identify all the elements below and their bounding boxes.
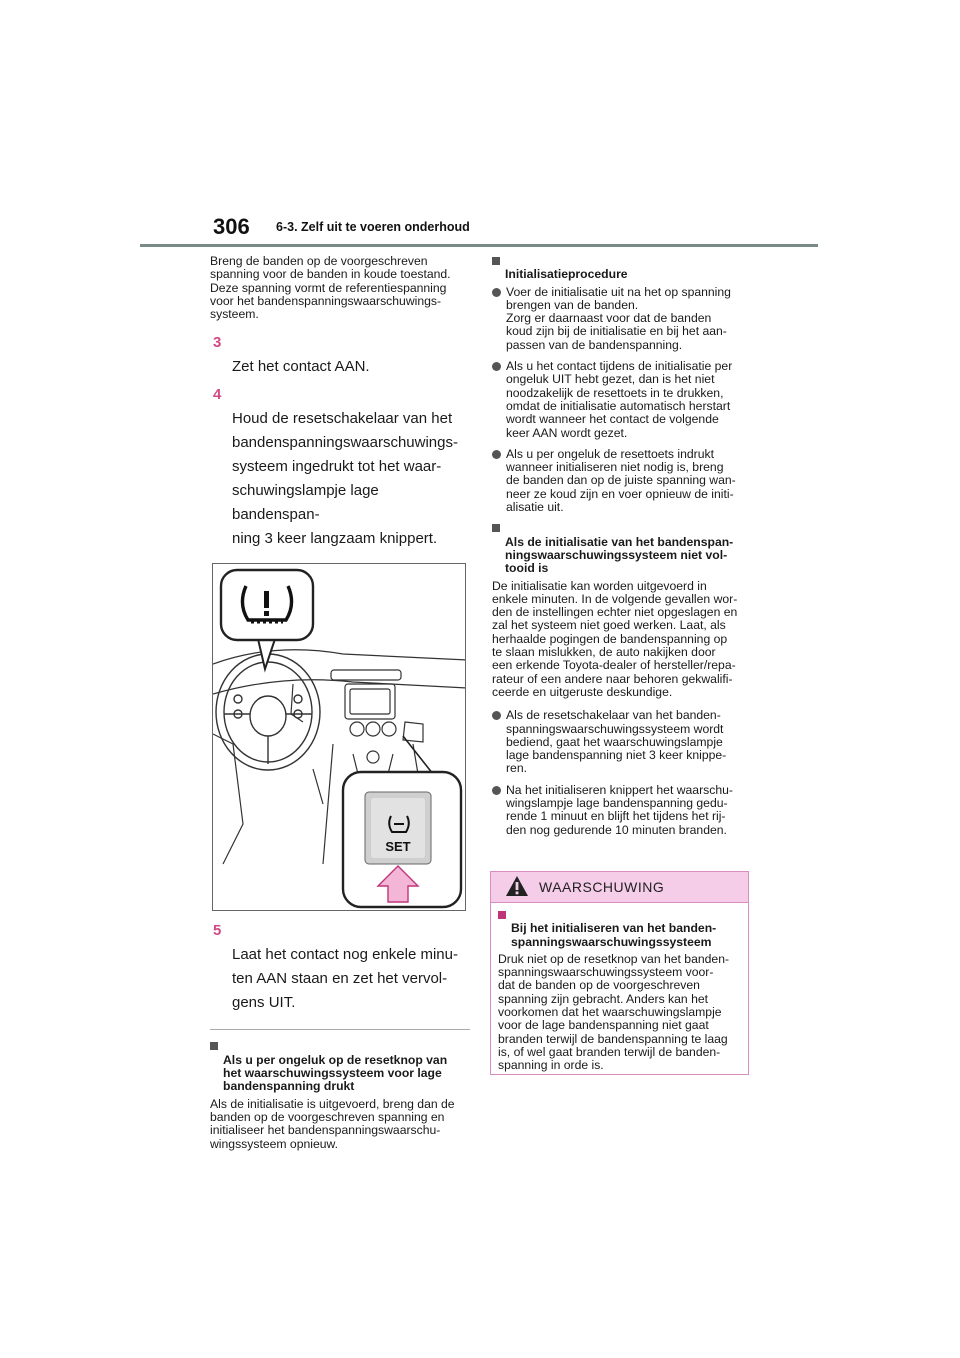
step-number: 3 [213, 334, 222, 352]
header-rule [140, 244, 818, 247]
incomplete-paragraph: De initialisatie kan worden uitgevoerd in enkele minuten. In de volgende gevallen wor- den de instellingen echter niet opgeslagen en zal het systeem niet goed werken. Laat, als herhaalde pogingen de bandenspanning op te slaan mislukken, de auto nakijken door een erkende Toyota-dealer of hersteller/repa- rateur of een andere naar behoren gekwalifi- ceerde en uitgeruste deskundige. [492, 578, 738, 699]
step-5 [210, 919, 470, 1015]
section-title: 6-3. Zelf uit te voeren onderhoud [276, 220, 470, 234]
right-column [492, 255, 754, 845]
bullet-icon [492, 786, 501, 795]
divider [210, 1029, 470, 1030]
list-item-text: Voer de initialisatie uit na het op spanning brengen van de banden. Zorg er daarnaast voor dat de banden koud zijn bij de initialisatie en bij het aan- passen van de bandenspanning. [506, 284, 731, 352]
warning-box [490, 871, 749, 1075]
step-3 [210, 331, 470, 379]
intro-paragraph: Breng de banden op de voorgeschreven spanning voor de banden in koude toestand. Deze spanning vormt de referentiespanning voor het bandenspanningswaarschuwings- systeem. [210, 254, 451, 322]
warning-heading [498, 909, 742, 949]
bullet-icon [492, 450, 501, 459]
list-item [492, 286, 754, 352]
step-number: 5 [213, 922, 222, 940]
warning-title: WAARSCHUWING [539, 879, 665, 895]
step-text: Houd de resetschakelaar van het bandenspanningswaarschuwings- systeem ingedrukt tot het waar- schuwingslampje lage bandenspan- ning 3 keer langzaam knippert. [232, 410, 458, 548]
initialization-heading [492, 255, 754, 282]
note-heading [210, 1040, 470, 1093]
list-item-text: Als de resetschakelaar van het banden- spanningswaarschuwingssysteem wordt bediend, gaat het waarschuwingslampje lage bandenspanning niet 3 keer knippe- ren. [506, 708, 727, 776]
note-paragraph: Als de initialisatie is uitgevoerd, breng dan de banden op de voorgeschreven spanning en initialiseer het bandenspanningswaarschu- wingssysteem opnieuw. [210, 1096, 455, 1151]
list-item-text: Na het initialiseren knippert het waarschu- wingslampje lage bandenspanning gedu- rende 1 minuut en blijft het tijdens het rij- den nog gedurende 10 minuten branden. [506, 782, 733, 837]
step-4 [210, 383, 470, 551]
incomplete-heading [492, 522, 754, 575]
dashboard-illustration [212, 563, 466, 911]
set-label: SET [385, 839, 411, 855]
dashboard-drawing [213, 564, 466, 911]
list-item [492, 709, 754, 775]
list-item-text: Als u per ongeluk de resettoets indrukt wanneer initialiseren niet nodig is, breng de banden dan op de juiste spanning wan- neer ze koud zijn en voer opnieuw de initi- alisatie uit. [506, 446, 736, 515]
list-item-text: Als u het contact tijdens de initialisatie per ongeluk UIT hebt gezet, dan is het niet noodzakelijk de resettoets in te drukken, omdat de initialisatie automatisch herstart wordt wanneer het contact de volgende keer AAN wordt gezet. [506, 359, 733, 440]
note-heading-text: Als u per ongeluk op de resetknop van het waarschuwingssysteem voor lage bandenspanning drukt [223, 1052, 448, 1094]
step-number: 4 [213, 386, 222, 404]
step-text: Zet het contact AAN. [232, 358, 370, 376]
list-item [492, 448, 754, 514]
heading-text: Initialisatieprocedure [505, 267, 628, 282]
heading-text: Bij het initialiseren van het banden- spanningswaarschuwingssysteem [511, 921, 717, 949]
warning-text: Druk niet op de resetknop van het banden- spanningswaarschuwingssysteem voor- dat de banden op de voorgeschreven spanning zijn gebracht. Anders kan het voorkomen dat het waarschuwingslampje voor de lage bandenspanning niet gaat branden terwijl de bandenspanning te laag is, of wel gaat branden terwijl de banden- spanning in orde is. [498, 951, 730, 1073]
heading-text: Als de initialisatie van het bandenspan- ningswaarschuwingssysteem niet vol- tooid is [505, 534, 734, 576]
square-bullet-icon [210, 1042, 218, 1050]
list-item [492, 360, 754, 440]
square-bullet-icon [492, 257, 500, 265]
square-bullet-icon [498, 911, 506, 919]
warning-header [491, 872, 748, 903]
step-text: Laat het contact nog enkele minu- ten AAN staan en zet het vervol- gens UIT. [232, 946, 458, 1012]
square-bullet-icon [492, 524, 500, 532]
left-column [210, 255, 470, 1161]
page-number: 306 [213, 214, 250, 239]
bullet-icon [492, 711, 501, 720]
bullet-icon [492, 288, 501, 297]
bullet-icon [492, 362, 501, 371]
warning-body [491, 903, 748, 1073]
warning-triangle-icon [505, 875, 529, 897]
list-item [492, 784, 754, 837]
